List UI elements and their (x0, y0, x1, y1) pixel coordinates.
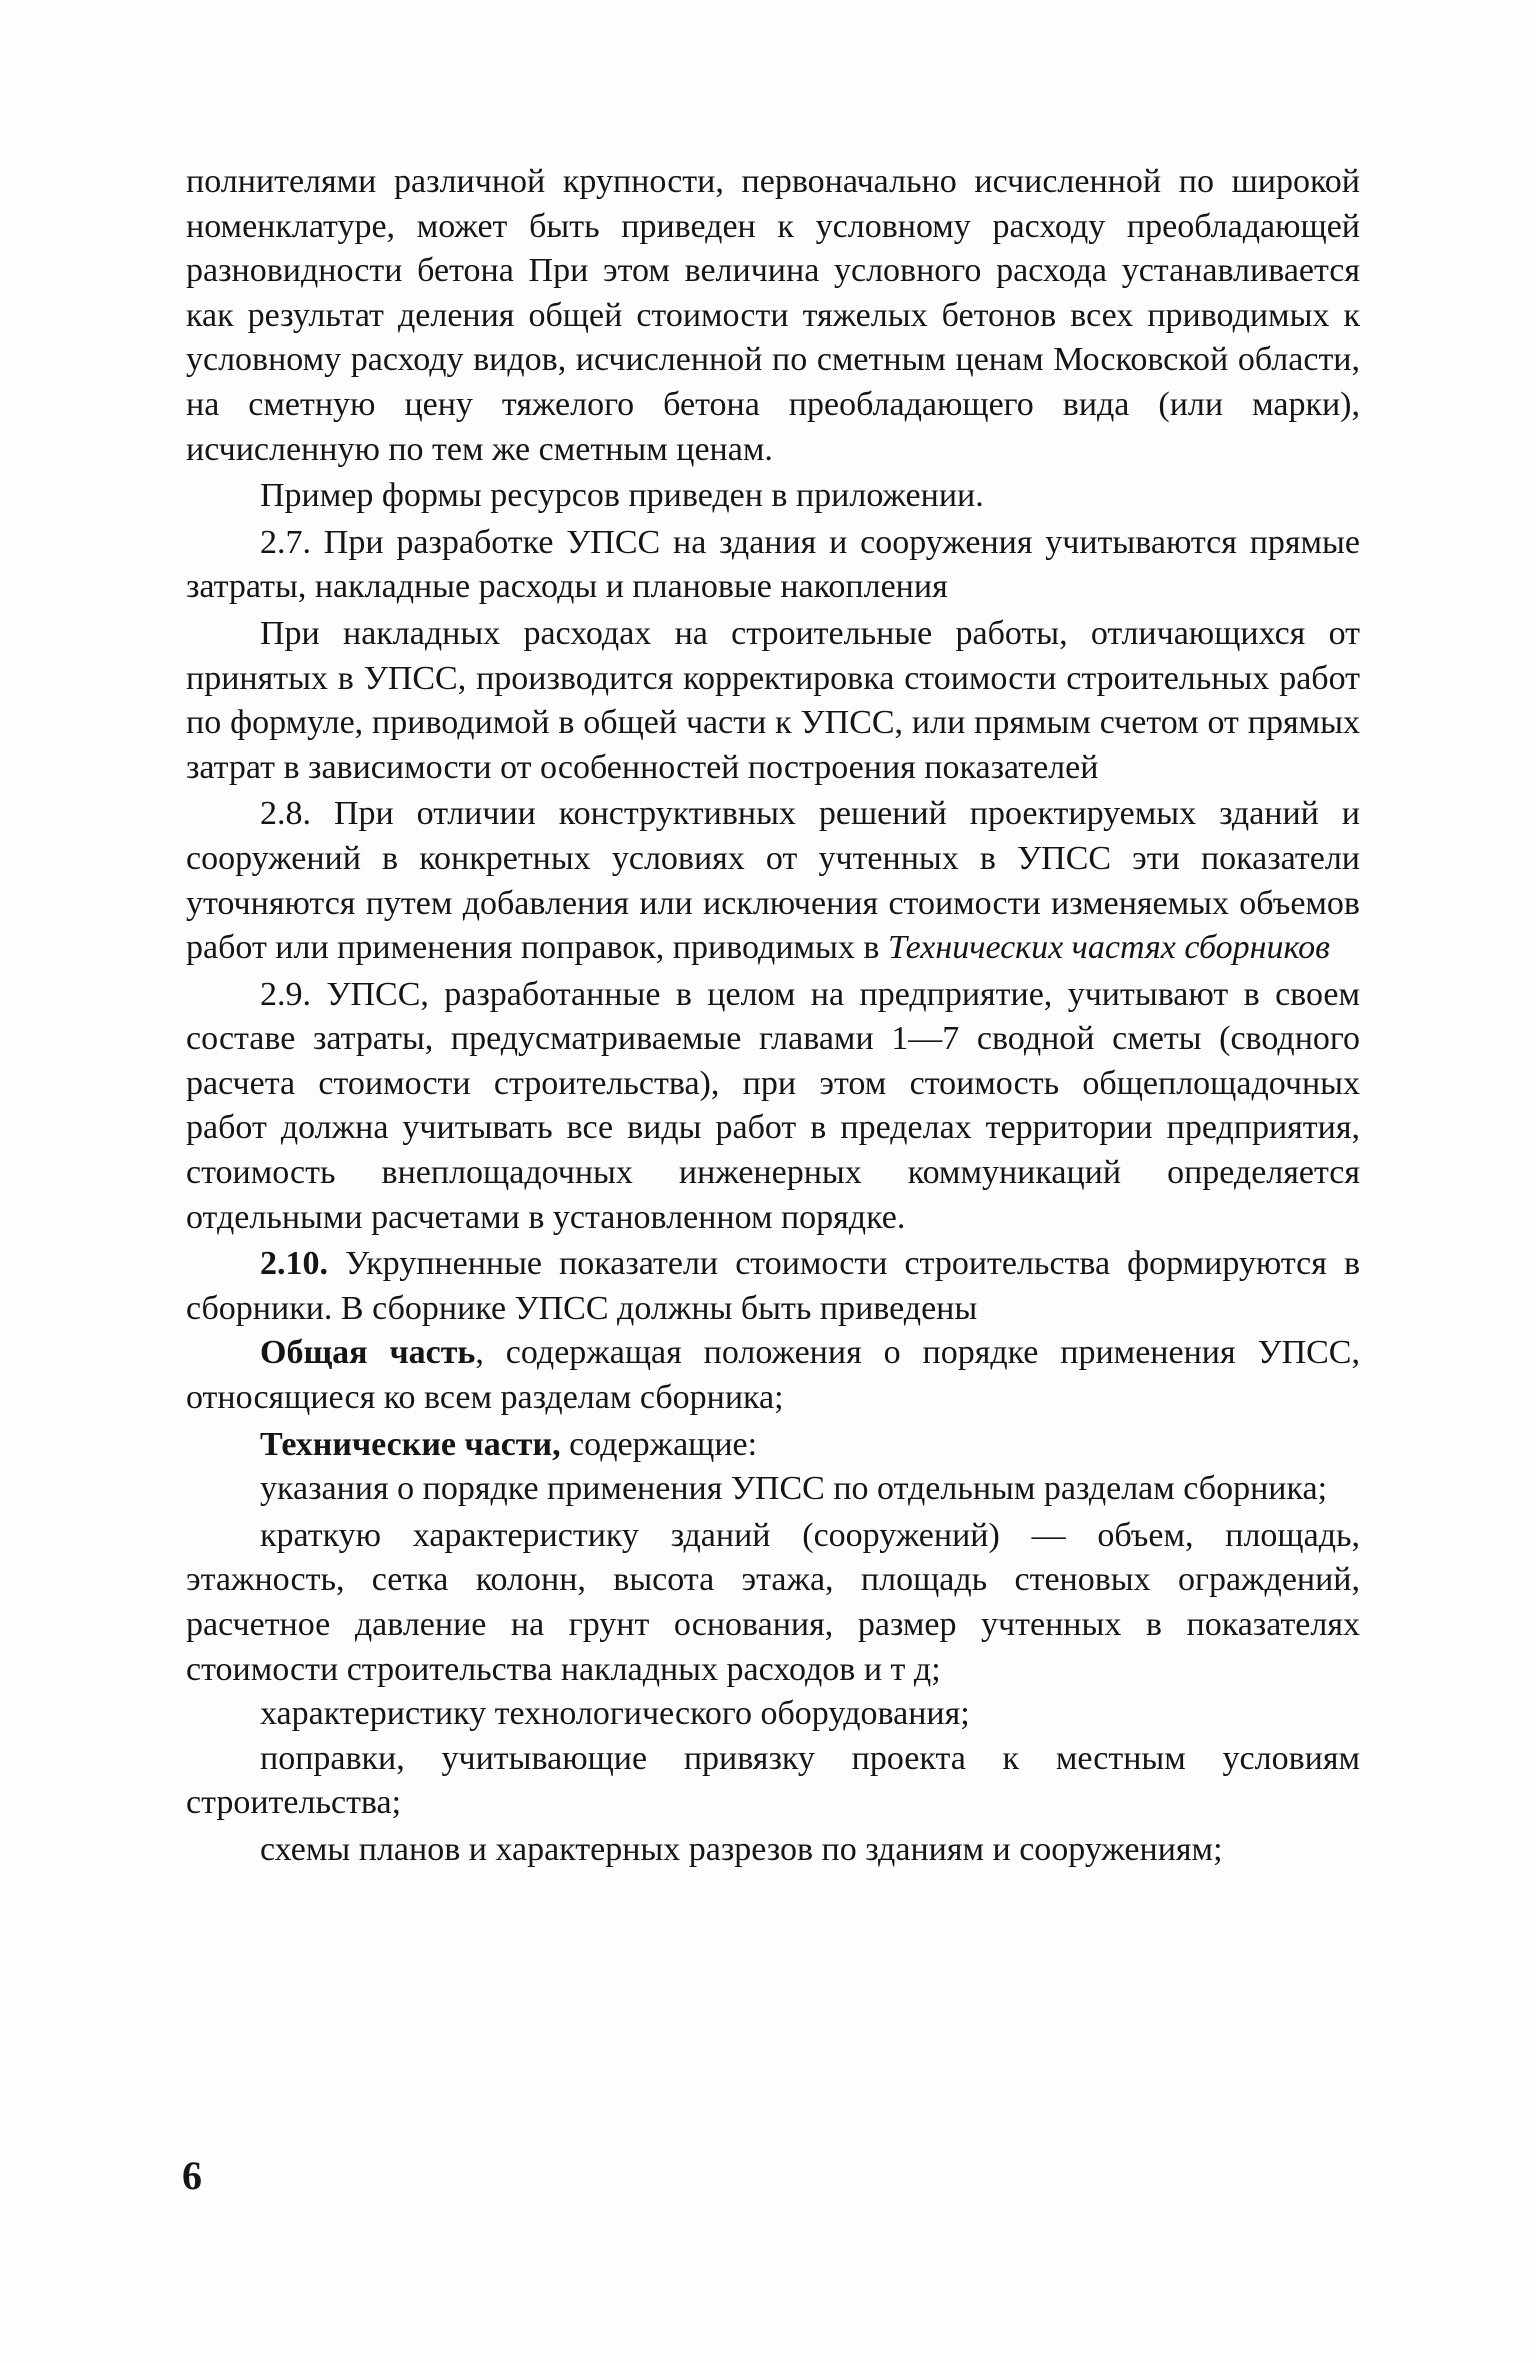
paragraph-2-8 (186, 792, 1360, 970)
list-item: схемы планов и характерных разрезов по зданиям и сооружениям; (260, 1830, 1223, 1868)
paragraph-overhead: При накладных расходах на строительные работы, отличающихся от принятых в УПСС, производится корректировка стоимости строительных работ по формуле, приводимой в общей части к УПСС, или прямым счетом от прямых затрат в зависимости от особенностей построения показателей (186, 614, 1360, 786)
paragraph-2-9 (186, 973, 1360, 1241)
paragraph-1: полнителями различной крупности, первоначально исчисленной по широкой номенклатуре, может быть приведен к условному расходу преобладающей разновидности бетона При этом величина условного расхода устанавливается как результат деления общей стоимости тяжелых бетонов всех приводимых к условному расходу видов, исчисленной по сметным ценам Московской области, на сметную цену тяжелого бетона преобладающего вида (или марки), исчисленную по тем же сметным ценам. (186, 163, 1360, 468)
bold-heading: Общая часть (260, 1334, 476, 1372)
paragraph-text: Укрупненные показатели стоимости строительства формируются в сборники. В сборнике УПСС должны быть приведены (186, 1245, 1360, 1327)
list-item: указания о порядке применения УПСС по отдельным разделам сборника; (260, 1470, 1328, 1508)
paragraph-text: При отличии конструктивных решений проектируемых зданий и сооружений в конкретных условиях от учтенных в УПСС эти показатели уточняются путем добавления или исключения стоимости изменяемых объемов работ или применения поправок, приводимых в (186, 795, 1361, 967)
body-text (186, 160, 1360, 1873)
list-item: характеристику технологического оборудования; (260, 1695, 970, 1733)
italic-reference: Технических частях сборников (887, 929, 1330, 967)
section-number: 2.10. (260, 1245, 328, 1283)
section-number: 2.7. (260, 523, 311, 561)
section-number: 2.9. (260, 975, 311, 1013)
section-number: 2.8. (260, 795, 311, 833)
paragraph-2: Пример формы ресурсов приведен в приложении. (260, 477, 984, 515)
paragraph-text: УПСС, разработанные в целом на предприятие, учитывают в своем составе затраты, предусматриваемые главами 1—7 сводной сметы (сводного расчета стоимости строительства), при этом стоимость общеплощадочных работ должна учитывать все виды работ в пределах территории предприятия, стоимость внеплощадочных инженерных коммуникаций определяется отдельными расчетами в установленном порядке. (186, 975, 1360, 1236)
paragraph-general-part (186, 1331, 1360, 1420)
bold-heading: Технические части, (260, 1425, 561, 1463)
list-item: краткую характеристику зданий (сооружений) — объем, площадь, этажность, сетка колонн, высота этажа, площадь стеновых ограждений, расчетное давление на грунт основания, размер учтенных в показателях стоимости строительства накладных расходов и т д; (186, 1516, 1360, 1688)
paragraph-text: При разработке УПСС на здания и сооружения учитываются прямые затраты, накладные расходы и плановые накопления (186, 523, 1360, 606)
paragraph-2-7 (186, 521, 1360, 610)
paragraph-2-10 (186, 1242, 1360, 1331)
paragraph-text: , содержащая положения о порядке применения УПСС, относящиеся ко всем разделам сборника; (186, 1334, 1360, 1417)
paragraph-technical-parts (186, 1423, 1360, 1468)
paragraph-text: содержащие: (560, 1425, 758, 1463)
list-item: поправки, учитывающие привязку проекта к местным условиям строительства; (186, 1739, 1360, 1822)
page-number: 6 (182, 2153, 202, 2198)
